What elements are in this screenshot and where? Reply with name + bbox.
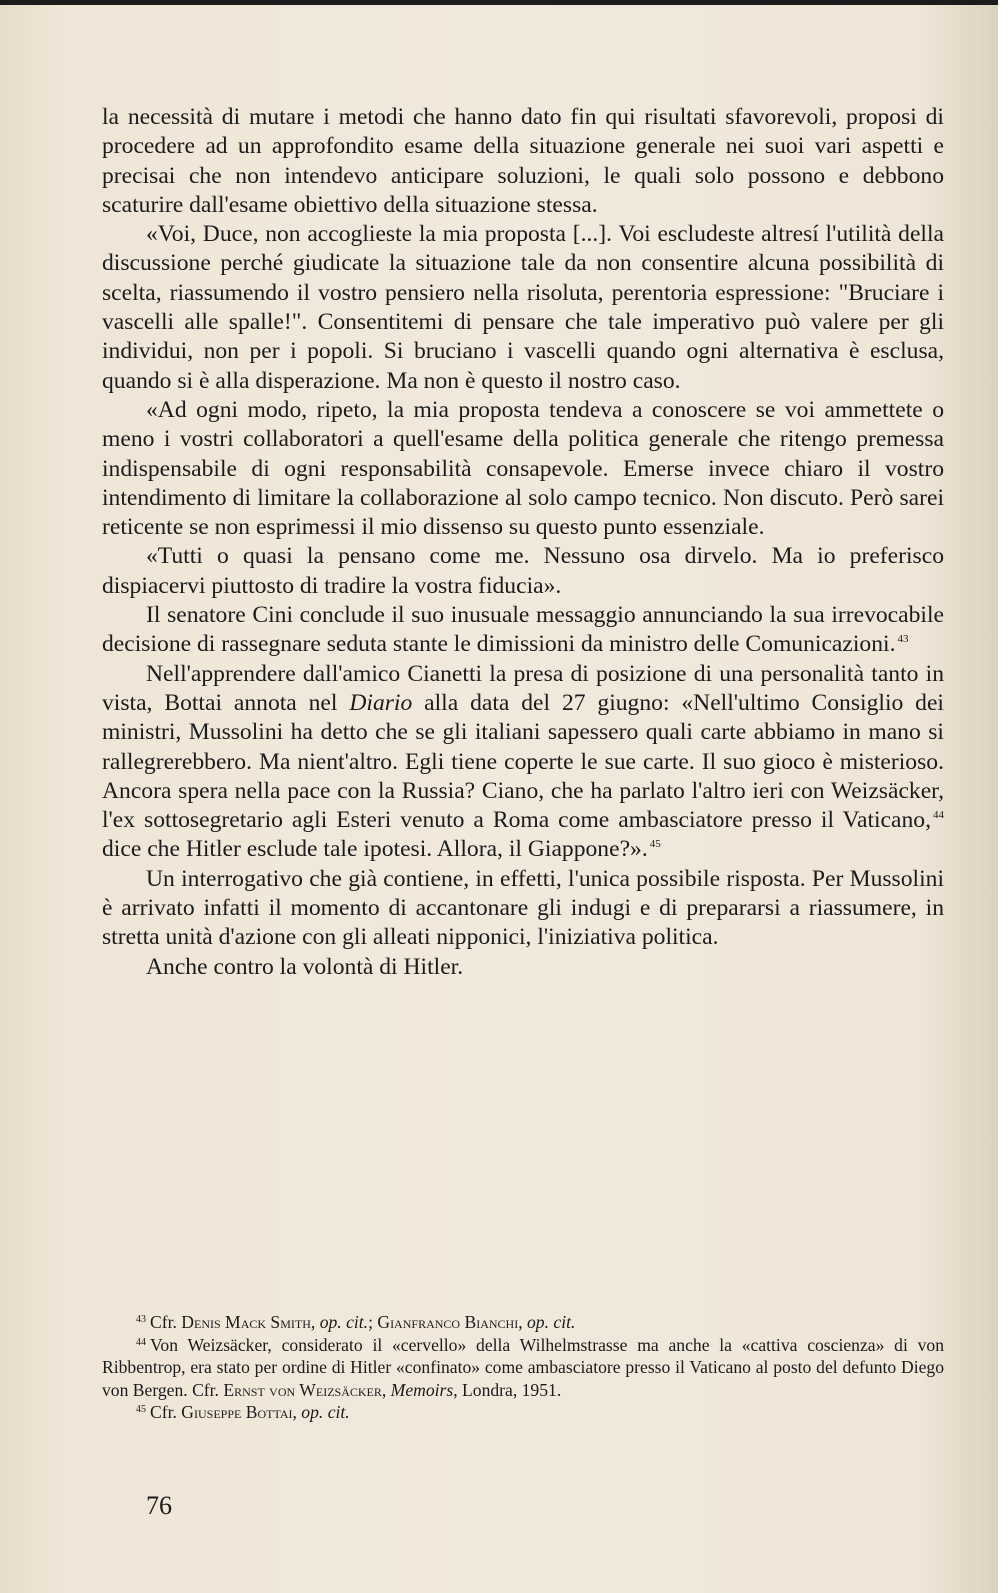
paragraph-text: Il senatore Cini conclude il suo inusuale messaggio annunciando la sua irrevocabile decisione di rassegnare seduta stante le dimissioni da ministro delle Comunicazioni.: [102, 602, 944, 658]
paragraph-final: Anche contro la volontà di Hitler.: [146, 953, 464, 980]
footnote-text: Von Weizsäcker, considerato il «cervello» della Wilhelmstrasse ma anche la «cattiva coscienza» di von Ribbentrop, era stato per ordine di Hitler «confinato» come ambasciatore presso il Vaticano al posto del defunto Diego von Bergen. Cfr.: [102, 1334, 944, 1400]
footnote-title: Memoirs: [390, 1379, 454, 1400]
footnote-45: [102, 1401, 944, 1424]
footnote-ref-43: 43: [897, 633, 909, 646]
footnote-author: Giuseppe Bottai: [181, 1402, 293, 1423]
page-number: 76: [146, 1491, 172, 1520]
top-border: [0, 0, 998, 5]
footnote-ref-44: 44: [933, 809, 944, 822]
footnote-number: 43: [136, 1314, 146, 1325]
footnote-text: Cfr.: [150, 1402, 182, 1423]
footnote-author: Denis Mack Smith: [181, 1312, 311, 1332]
footnote-44: [102, 1334, 944, 1402]
paragraph-text: alla data del 27 giugno: «Nell'ultimo Consiglio dei ministri, Mussolini ha detto che se gli italiani sapessero quali carte abbiamo in mano si rallegrerebbero. Ma nient'altro. Egli tiene coperte le sue carte. Il suo gioco è misterioso. Ancora spera nella pace con la Russia? Ciano, che ha parlato l'altro ieri con Weizsäcker, l'ex sottosegretario agli Esteri venuto a Roma come ambasciatore presso il Vaticano,: [102, 689, 944, 834]
paragraph-bottai: [102, 660, 944, 865]
footnote-opcit: op. cit.: [527, 1312, 576, 1332]
paragraph: la necessità di mutare i metodi che hanno dato fin qui risultati sfavorevoli, proposi di procedere ad un approfondito esame della situazione generale nei suoi vari aspetti e precisai che non intendevo anticipare soluzioni, le quali solo possono e debbono scaturire dall'esame obiettivo della situazione stessa.: [102, 104, 944, 218]
paragraph-text: dice che Hitler esclude tale ipotesi. Allora, il Giappone?».: [102, 836, 648, 863]
footnote-opcit: op. cit.: [319, 1312, 369, 1332]
diario-title: Diario: [349, 689, 413, 716]
footnote-number: 45: [136, 1404, 146, 1416]
footnote-author: Ernst von Weizsäcker: [223, 1379, 382, 1400]
footnote-text: , Londra, 1951.: [453, 1379, 562, 1400]
footnote-ref-45: 45: [649, 838, 661, 851]
footnote-text: ,: [310, 1312, 320, 1332]
paragraph: Un interrogativo che già contiene, in effetti, l'unica possibile risposta. Per Mussolini è arrivato infatti il momento di accantonare gli indugi e di prepararsi a riassumere, in stretta unità d'azione con gli alleati nipponici, l'iniziativa politica.: [102, 865, 944, 951]
paragraph-text: Nell'apprendere dall'amico Cianetti la presa di posizione di una personalità tanto in vista, Bottai annota nel: [102, 660, 944, 716]
footnote-text: ,: [518, 1312, 527, 1332]
paragraph: «Ad ogni modo, ripeto, la mia proposta tendeva a conoscere se voi ammettete o meno i vostri collaboratori a quell'esame della politica generale che ritengo premessa indispensabile di ogni responsabilità consapevole. Emerse invece chiaro il vostro intendimento di limitare la collaborazione al solo campo tecnico. Non discuto. Però sarei reticente se non esprimessi il mio dissenso su questo punto essenziale.: [102, 396, 944, 541]
paragraph: «Voi, Duce, non accoglieste la mia proposta [...]. Voi escludeste altresí l'utilità della discussione perché giudicate la situazione tale da non consentire alcuna possibilità di scelta, riassumendo il vostro pensiero nella risoluta, perentoria espressione: "Bruciare i vascelli alle spalle!". Consentitemi di pensare che tale imperativo può valere per gli individui, non per i popoli. Si bruciano i vascelli quando ogni alternativa è esclusa, quando si è alla disperazione. Ma non è questo il nostro caso.: [102, 221, 944, 394]
footnote-text: ,: [381, 1379, 391, 1400]
footnotes: [102, 1311, 944, 1424]
footnote-43: [102, 1311, 944, 1334]
footnote-text: ;: [368, 1312, 378, 1332]
footnote-text: ,: [292, 1402, 302, 1423]
footnote-number: 44: [136, 1336, 146, 1348]
footnote-author: Gianfranco Bianchi: [377, 1312, 519, 1332]
footnote-text: Cfr.: [150, 1312, 182, 1332]
paragraph-cini: [102, 601, 944, 660]
paragraph: «Tutti o quasi la pensano come me. Nessuno osa dirvelo. Ma io preferisco dispiacervi piuttosto di tradire la vostra fiducia».: [102, 543, 944, 599]
main-text: [102, 103, 944, 982]
footnote-opcit: op. cit.: [301, 1402, 350, 1423]
